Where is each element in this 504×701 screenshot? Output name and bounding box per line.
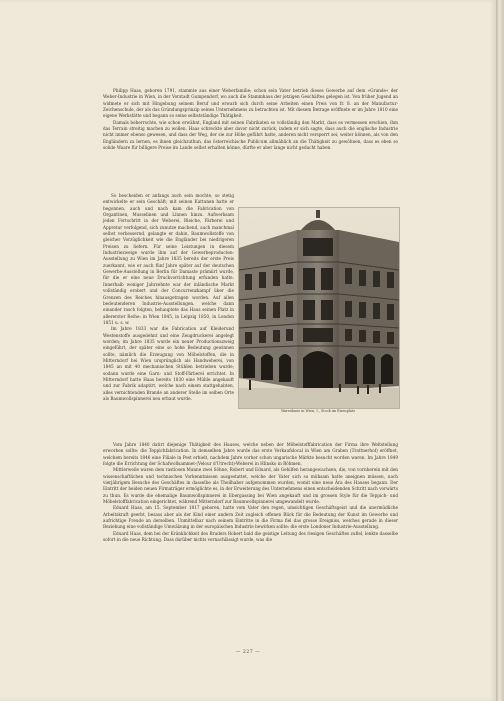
paragraph: Im Jahre 1833 war die Fabrication auf Kleiderund Westenstoffe ausgedehnt und eine Zeugdruckerei angelegt worden; im Jahre 1835 wurde ein neuer Productionszweig eingeführt, der später eine so hohe Bedeutung gewinnen sollte, nämlich die Erzeugung von Möbelstoffen, die in Mitterndorf bei Wien ursprünglich als Handweberei, von 1845 an mit 40 mechanischen Stühlen betrieben wurde; sodann wurde eine Garn- und Stoff-Färberei errichtet. In Mitterndorf hatte Haas bereits 1830 eine Mühle angekauft und zur Fabrik adaptirt, welche nach einem stattgehabten, alles vernichtenden Brande an anderer Stelle im selben Orte als Baumwollspinnerei neu erbaut wurde.	[103, 326, 234, 401]
text-block-top	[103, 88, 398, 151]
paragraph: Philipp Haas, geboren 1791, stammte aus einer Weberfamilie; schon sein Vater betrieb dieses Gewerbe auf dem »Grunde« der Weber-Industrie in Wien, in der Vorstadt Gumpendorf, wo auch die Stammhaus der jetzigen Geschäftes gelegen ist. Von früher Jugend an widmete er sich mit Hingebung seinem Beruf und erwarb sich durch seine Arbeiten einen Preis von fr. 8. an der Manufactur-Zeichenschule, der als das Gründungsprinzip seines Unternehmens zu betrachten ist. Mit diesem Betrage eröffnete er im Jahre 1810 eine eigene Werkstätte und begann so seine selbstständige Thätigkeit.	[103, 88, 398, 119]
paragraph: Eduard Haas, am 15. September 1817 geboren, hatte vom Vater den regen, umsichtigen Geschäftsgeist und die unermüdliche Arbeitskraft geerbt, besass aber als der Kind einer andern Zeit zugleich offenen Blick für die Bedeutung der Kunst im Gewerbe und aufrichtige Freude an derselben. Unmittelbar nach seinem Eintritte in die Firma fiel das grosse Ereigniss, welches gerade in dieser Beziehung eine vollständige Umwälzung in der europäischen Industrie bewirken sollte: die erste Londoner Industrie-Ausstellung.	[103, 505, 398, 530]
text-column-left	[103, 193, 234, 402]
page-edge	[496, 0, 504, 701]
paragraph: So bescheiden er anfangs auch sein mochte, so stetig entwickelte er sein Geschäft; mit seinen Kattunen hatte er begonnen, auch und nach kam die Fabrication von Organtinen, Musselinen und Linnen hinzu. Aufwerksam jeden Fortschritt in der Weberei, Bleiche, Färberei und Appretur verfolgend, sich zunutze machend, auch manchmal selbst verbessernd, gelangte er dahin, Baumwollstoffe von gleicher Vorzüglichkeit wie die Engländer bei niedrigeren Preisen zu liefern. Für seine Leistungen in diesem Industriezweige wurde ihm auf der Gewerbeproducten-Ausstellung zu Wien im Jahre 1835 bereits der erste Preis zuerkannt, wie er auch fünf Jahre später auf der deutschen Gewerbe-Ausstellung in Berlin für Damaste prämiirt wurde, für die er eine neue Druckvorrichtung erfunden hatte. Innerhalb weniger Jahrzehnte war der inländische Markt vollständig erobert und der Concurrenzkampf über die Grenzen des Reiches hinausgetragen worden. Auf allen bedeutenderen Industrie-Ausstellungen, welche dann einander rasch folgten, behauptete das Haus seinen Platz in allererster Reihe: in Wien 1845, in Leipzig 1850, in London 1851 u. s. w.	[103, 193, 234, 325]
paragraph: Eduard Haas, dem bei der Kränklichkeit des Bruders Robert bald die geistige Leitung des riesigen Geschäftes zufiel, lenkte dasselbe sofort in die neue Richtung. Dass darüber nichts vernachlässigt wurde, was die	[103, 530, 398, 543]
paragraph: Vom Jahre 1840 datirt diejenige Thätigkeit des Hauses, welche neben der Möbelstofffabrication der Firma ihre Weltstellung erworben sollte: die Teppichfabrication. In demselben Jahre wurde das erste Verkaufslocal in Wien am Graben (Trattnerhof) eröffnet, welchem bereits 1846 eine Filiale in Pest erhielt, nachdem Jahre vorher schon ungarische Märkte besucht worden waren. Im Jahre 1849 folgte die Errichtung der Schafwollsammet-(Velour d'Utrecht)-Weberei in Hlinsko in Böhmen.	[103, 442, 398, 467]
building-photograph	[238, 207, 400, 409]
text-block-bottom	[103, 442, 398, 544]
paragraph: Mittlerweile waren dem rastlosen Manne zwei Söhne, Robert und Eduard, als Gehilfen herangewachsen, die, von vornherein mit den wissenschaftlichen und technischen Vorkenntnissen ausgestattet, welche der Vater sich so mühsam hatte aneignen müssen, nach vierjährigem Besuche des Geschäftes in dasselbe als Theilhaber aufgenommen wurden, womit eine neue Ära des Hauses begann. Der Eintritt der beiden neuen Firmaträger ermöglichte es, in der Erweiterung des Unternehmens einen entscheidenden Schritt nach vorwärts zu thun. Es wurde die ehemalige Baumwollspinnerei in Ebergassing bei Wien angekauft und im grossen Style für die Teppich- und Möbelstofffabrication eingerichtet, während Mitterndorf zur Baumwollspinnerei umgewandelt wurde.	[103, 467, 398, 505]
figure-caption: Warenhaus in Wien, I., Stock im Eisenplatz	[280, 409, 356, 413]
page-number: — 227 —	[235, 650, 261, 655]
paragraph: Damals beherrschte, wie schon erwähnt, England mit seinen Fabrikaten so vollständig den Markt, dass es vermessen erschien, ihm das Terrain streitig machen zu wollen. Haas schreckte aber davor nicht zurück, indem er sich sagte, dass auch die englische Industrie nicht immer ebenso gewesen, und dass der Weg, der sie zur Höhe geführt hatte, anderen nicht versperrt sei; weiter können, als von den Engländern zu lernen, es ihnen gleichzuthun, das österreichische Publicum allmählich an die Thätigkeit zu gewöhnen, dass es eben so solide Waare für billigere Preise im Lande selbst erhalten könne, dürfte er aber lange nicht gedacht haben.	[103, 119, 398, 151]
